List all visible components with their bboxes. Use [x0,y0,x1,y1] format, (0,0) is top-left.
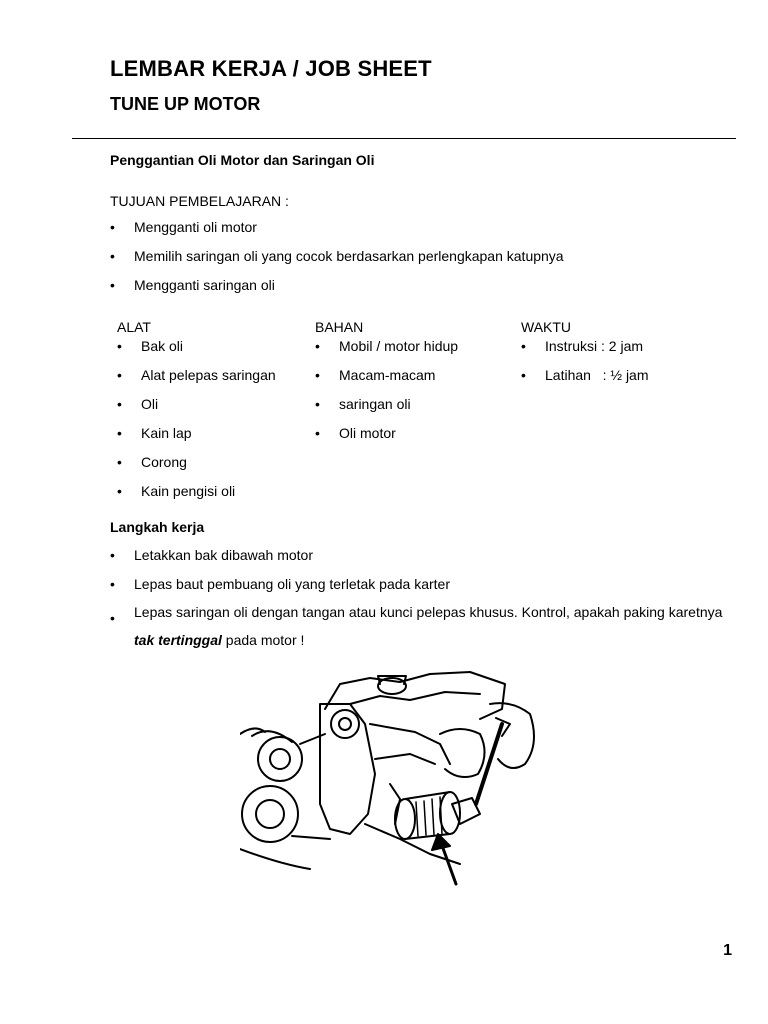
page-number: 1 [723,942,732,959]
list-item: • Lepas baut pembuang oli yang terletak pada karter [110,576,732,605]
step-text: pada motor ! [221,632,305,648]
list-item [110,598,732,654]
list-item: • saringan oli [315,396,458,425]
objectives-list [110,219,564,306]
list-item: • Oli [117,396,276,425]
list-item: • Mobil / motor hidup [315,338,458,367]
alat-list [117,338,276,512]
list-item: • Bak oli [117,338,276,367]
list-item: • Latihan : ½ jam [521,367,649,396]
section-title: Penggantian Oli Motor dan Saringan Oli [110,152,375,168]
list-item: • Memilih saringan oli yang cocok berdasarkan perlengkapan katupnya [110,248,564,277]
list-item: • Mengganti saringan oli [110,277,564,306]
step-text: Lepas saringan oli dengan tangan atau kunci pelepas khusus. Kontrol, apakah paking karetnya [134,604,723,620]
header-divider [72,138,736,139]
list-item: • Kain pengisi oli [117,483,276,512]
engine-oil-filter-illustration [240,664,544,888]
steps-heading: Langkah kerja [110,519,205,535]
list-item: • Oli motor [315,425,458,454]
list-item: • Kain lap [117,425,276,454]
bahan-heading: BAHAN [315,319,364,335]
list-item: • Letakkan bak dibawah motor [110,547,732,576]
alat-heading: ALAT [117,319,151,335]
objectives-heading: TUJUAN PEMBELAJARAN : [110,193,289,209]
step-emphasis: tak tertinggal [134,632,222,648]
document-subtitle: TUNE UP MOTOR [110,94,261,114]
waktu-heading: WAKTU [521,319,572,335]
list-item: • Instruksi : 2 jam [521,338,649,367]
document-title: LEMBAR KERJA / JOB SHEET [110,56,432,81]
bahan-list [315,338,458,454]
waktu-list [521,338,649,396]
list-item: • Mengganti oli motor [110,219,564,248]
list-item: • Alat pelepas saringan [117,367,276,396]
steps-list [110,547,732,654]
list-item: • Macam-macam [315,367,458,396]
list-item: • Corong [117,454,276,483]
